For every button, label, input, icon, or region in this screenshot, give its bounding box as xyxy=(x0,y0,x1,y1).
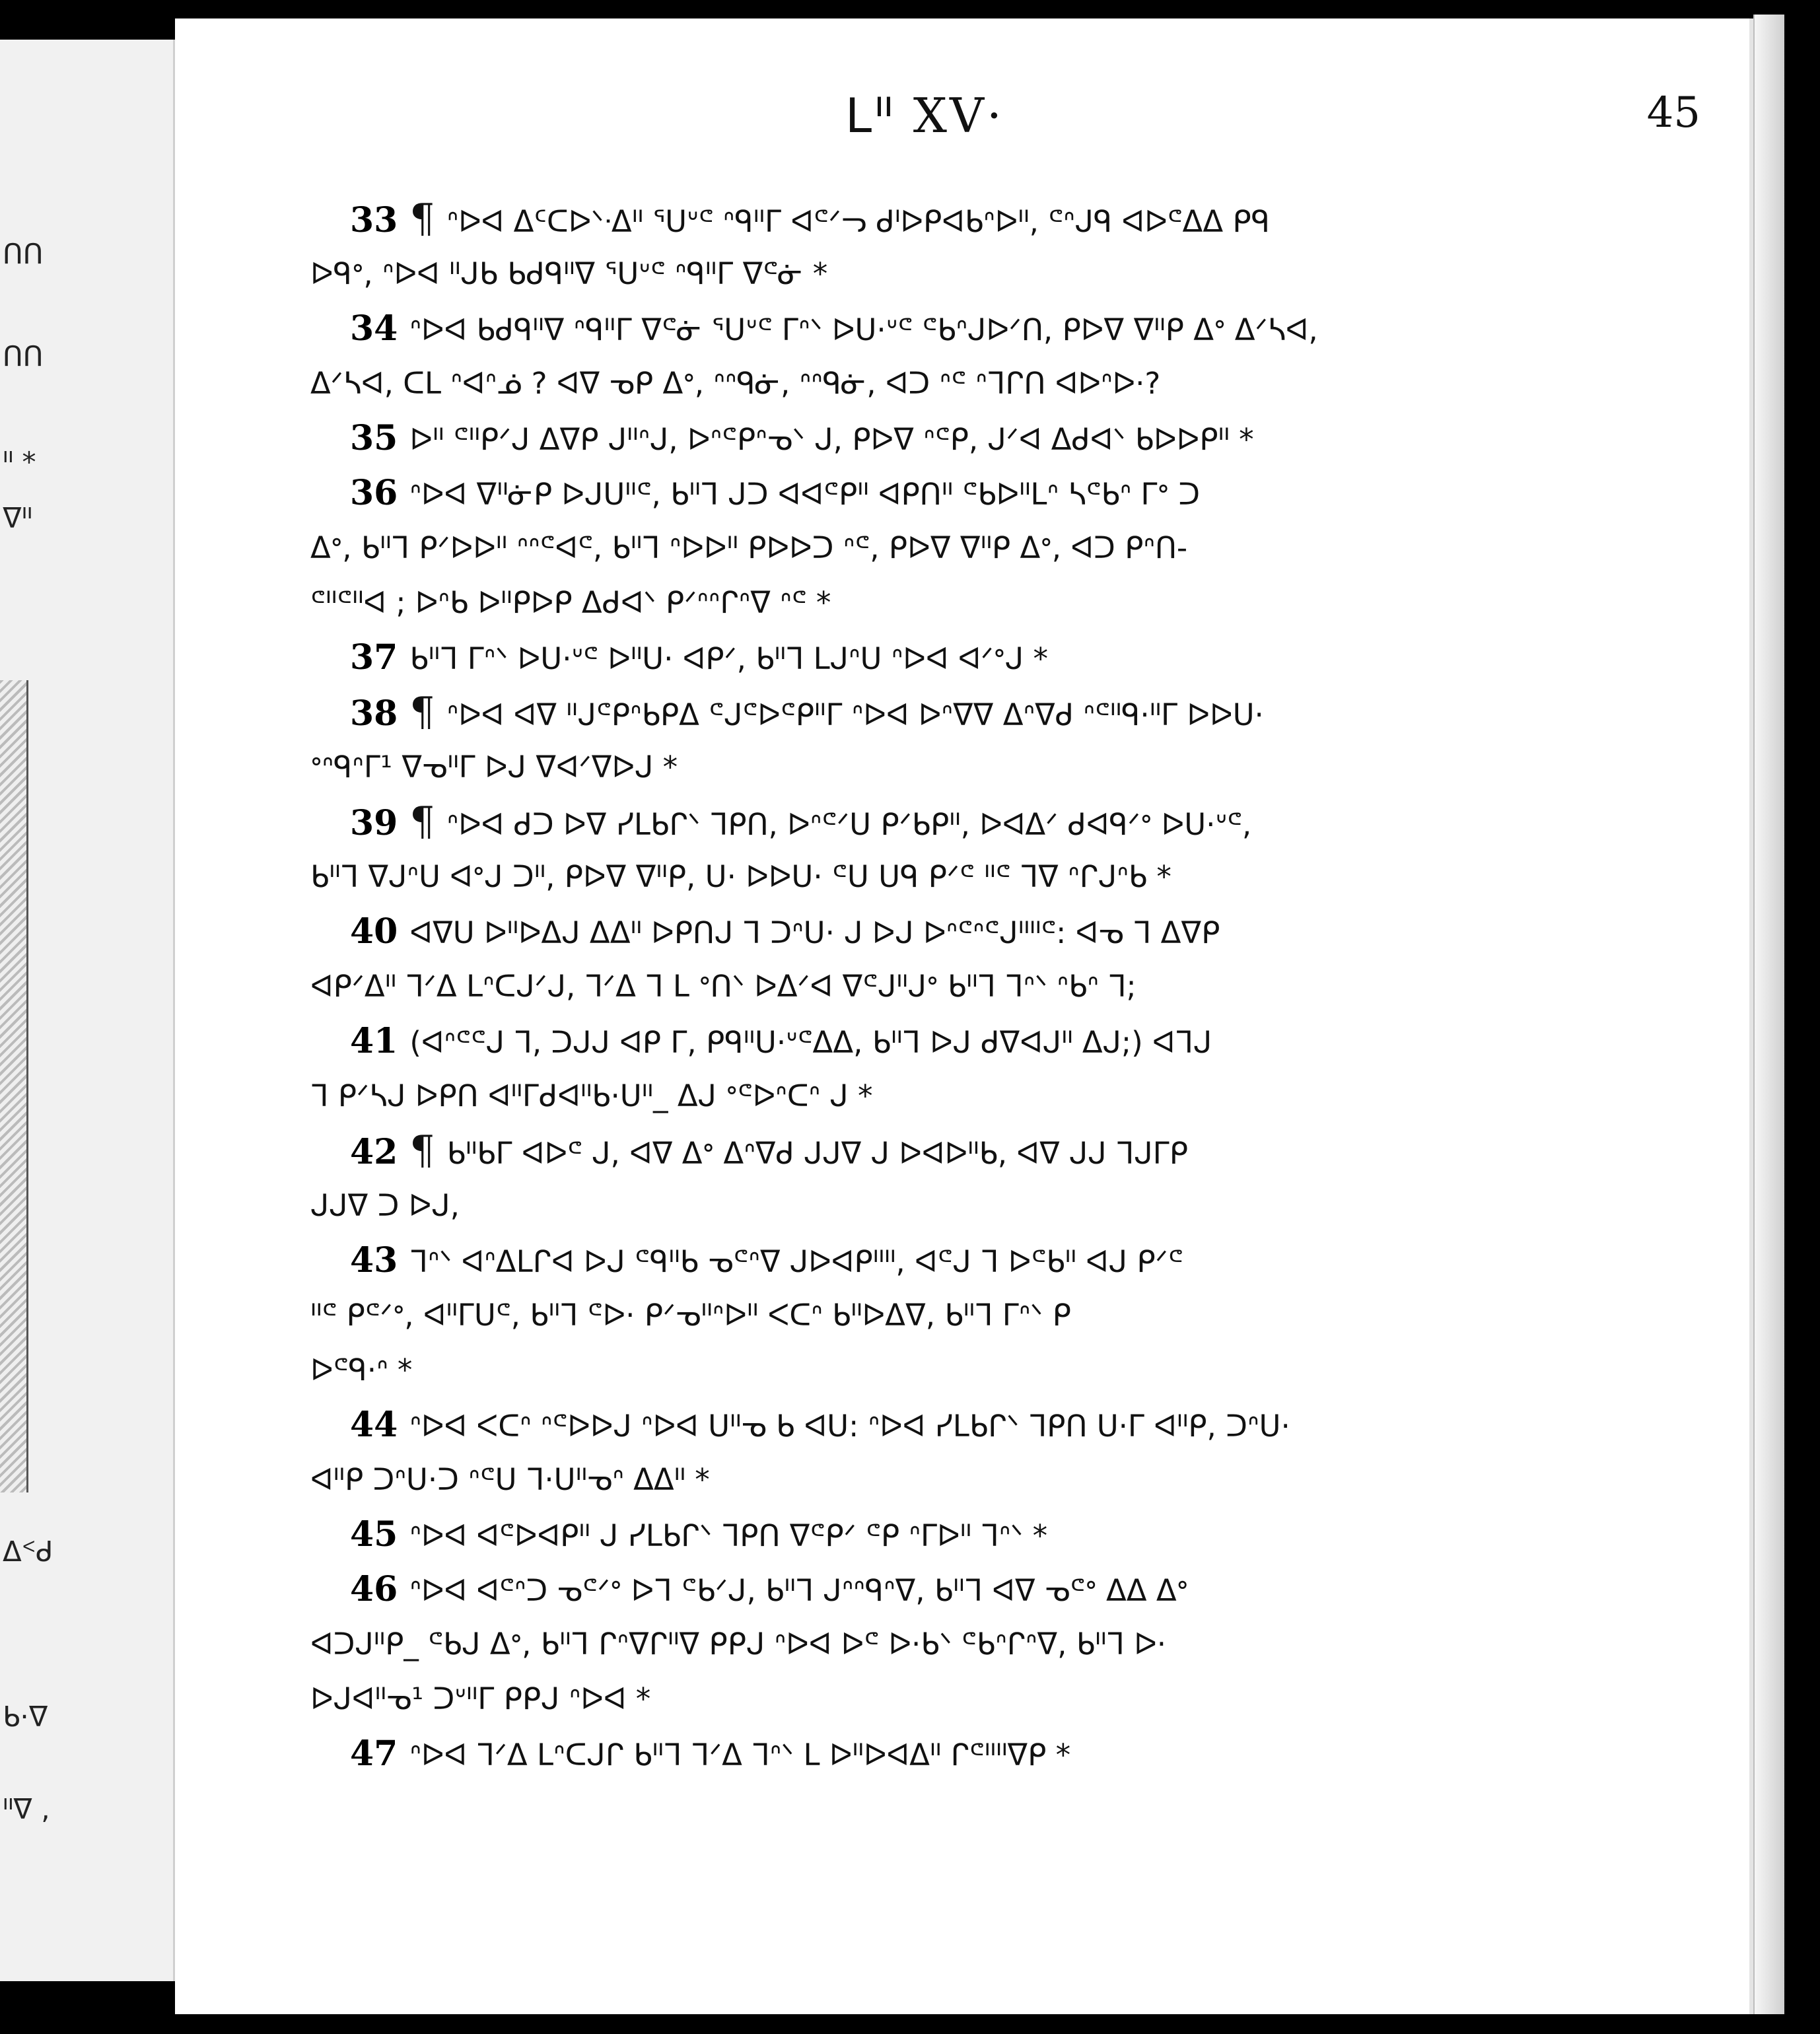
verse-list xyxy=(310,192,1710,1781)
verse-line: (ᐊᐢᕪᕪᒍ ᒣ, ᑐᒍᒍ ᐊᑭ ᒥ, ᑭᑫᐦᑌ·ᐡᕪᐃᐃ, ᑲᐦᒣ ᐅᒍ ᑯᐁᐊᒍᐦ ᐃᒍ;) ᐊᒣᒍ xyxy=(409,1025,1212,1060)
verse-47 xyxy=(310,1726,1710,1781)
verse-line: ᐅᑫᐤ, ᐢᐅᐊ ᐦᒍᑲ ᑲᑯᑫᐦᐁ ᕐᑌᐡᕪ ᐢᑫᐦᒥ ᐁᕪᓃ * xyxy=(310,256,828,291)
verse-number: 45 xyxy=(350,1514,398,1555)
verse-37 xyxy=(310,630,1710,685)
verse-line: ᐤᐢᑫᐢᒥ¹ ᐁᓀᐦᒥ ᐅᒍ ᐁᐊᐟᐁᐅᒍ * xyxy=(310,750,678,785)
verse-line: ᐃᐟᓴᐊ, ᑕᒪ ᐢᐊᐢᓅ ? ᐊᐁ ᓀᑭ ᐃᐤ, ᐢᐢᑫᓃ, ᐢᐢᑫᓃ, ᐊᑐ ᐢᕪ ᐢᒣᒋᑎ ᐊᐅᐢᐅ·? xyxy=(310,366,1161,401)
verse-45 xyxy=(310,1507,1710,1562)
left-page-fragment: ᐃᑉᑯ xyxy=(3,1535,53,1568)
left-page-fragment: ᑎᑎ xyxy=(3,238,44,270)
verse-41 xyxy=(310,1014,1710,1123)
left-page-fragment: ᐦᐁ , xyxy=(3,1793,50,1825)
verse-number: 34 xyxy=(350,308,398,349)
verse-43 xyxy=(310,1233,1710,1397)
verse-line: ᐢᐅᐊ ᐊᕪᐢᑐ ᓀᕪᐟᐤ ᐅᒣ ᕪᑲᐟᒍ, ᑲᐦᒣ ᒍᐢᐢᑫᐢᐁ, ᑲᐦᒣ ᐊᐁ ᓀᕪᐤ ᐃᐃ ᐃᐤ xyxy=(409,1573,1189,1608)
verse-line: ᑲᐦᑲᒥ ᐊᐅᕪ ᒍ, ᐊᐁ ᐃᐤ ᐃᐢᐁᑯ ᒍᒍᐁ ᒍ ᐅᐊᐅᐦᑲ, ᐊᐁ ᒍᒍ ᒣᒍᒥᑭ xyxy=(446,1136,1188,1171)
verse-line: ᐦᕪ ᑭᕪᐟᐤ, ᐊᐦᒥᑌᕪ, ᑲᐦᒣ ᕪᐅ· ᑭᐟᓀᐦᐢᐅᐦ ᐸᑕᐢ ᑲᐦᐅᐃᐁ, ᑲᐦᒣ ᒥᐢᐠ ᑭ xyxy=(310,1298,1071,1333)
verse-line: ᐢᐅᐊ ᑲᑯᑫᐦᐁ ᐢᑫᐦᒥ ᐁᕪᓃ ᕐᑌᐡᕪ ᒥᐢᐠ ᐅᑌ·ᐡᕪ ᕪᑲᐢᒍᐅᐟᑎ, ᑭᐅᐁ ᐁᐦᑭ ᐃᐤ ᐃᐟᓴᐊ, xyxy=(409,312,1318,347)
verse-33 xyxy=(310,192,1710,301)
verse-line: ᒣᐢᐠ ᐊᐢᐃᒪᒋᐊ ᐅᒍ ᕪᑫᐦᑲ ᓀᕪᐢᐁ ᒍᐅᐊᑭᐦᐦ, ᐊᕪᒍ ᒣ ᐅᕪᑲᐦ ᐊᒍ ᑭᐟᕪ xyxy=(409,1244,1183,1279)
paragraph-mark: ¶ xyxy=(409,1127,435,1174)
verse-line: ᐊᐦᑭ ᑐᐢᑌ·ᑐ ᐢᕪᑌ ᒣ·ᑌᐦᓀᐢ ᐃᐃᐦ * xyxy=(310,1462,710,1497)
verse-line: ᐅᐦ ᕪᐦᑭᐟᒍ ᐃᐁᑭ ᒍᐦᐢᒍ, ᐅᐢᕪᑭᐢᓀᐠ ᒍ, ᑭᐅᐁ ᐢᕪᑭ, ᒍᐟᐊ ᐃᑯᐊᐠ ᑲᐅᐅᑭᐦ * xyxy=(409,422,1254,457)
verse-number: 35 xyxy=(350,418,398,458)
verse-number: 40 xyxy=(350,911,398,952)
verse-line: ᐢᐅᐊ ᑯᑐ ᐅᐁ ᓯᒪᑲᒋᐠ ᒣᑭᑎ, ᐅᐢᕪᐟᑌ ᑭᐟᑲᑭᐦ, ᐅᐊᐃᐟ ᑯᐊᑫᐟᐤ ᐅᑌ·ᐡᕪ, xyxy=(446,807,1252,842)
left-facing-page xyxy=(0,40,177,1981)
verse-number: 38 xyxy=(350,693,398,734)
left-page-fragment: ᑎᑎ xyxy=(3,340,44,372)
left-page-fragment: ᑲ·ᐁ xyxy=(3,1701,48,1733)
verse-number: 43 xyxy=(350,1240,398,1280)
verse-line: ᐢᐅᐊ ᐁᐦᓃᑭ ᐅᒍᑌᐦᕪ, ᑲᐦᒣ ᒍᑐ ᐊᐊᕪᑭᐦ ᐊᑭᑎᐦ ᕪᑲᐅᐦᒪᐢ ᓴᕪᑲᐢ ᒥᐤ ᑐ xyxy=(409,477,1201,512)
left-page-illustration xyxy=(0,680,28,1492)
verse-42 xyxy=(310,1123,1710,1233)
verse-number: 33 xyxy=(350,200,398,240)
paragraph-mark: ¶ xyxy=(409,689,435,735)
verse-44 xyxy=(310,1397,1710,1507)
page-number: 45 xyxy=(1646,88,1700,137)
verse-line: ᐅᕪᑫ·ᐢ * xyxy=(310,1352,413,1387)
verse-39 xyxy=(310,794,1710,904)
right-page xyxy=(175,18,1753,2014)
left-page-fragment: ᐦ * xyxy=(3,446,36,478)
verse-34 xyxy=(310,301,1710,411)
verse-number: 46 xyxy=(350,1569,398,1609)
verse-line: ᐅᒍᐊᐦᓀ¹ ᑐᐡᐦᒥ ᑭᑭᒍ ᐢᐅᐊ * xyxy=(310,1681,651,1716)
verse-35 xyxy=(310,411,1710,466)
left-page-fragment: ᐁᐦ xyxy=(3,502,32,534)
verse-line: ᒣ ᑭᐟᓴᒍ ᐅᑭᑎ ᐊᐦᒥᑯᐊᐦᑲ·ᑌᐦ_ ᐃᒍ ᐤᕪᐅᐢᑕᐢ ᒍ * xyxy=(310,1078,873,1113)
running-header: ᒪᐦ XV· xyxy=(845,88,1004,143)
verse-line: ᐢᐅᐊ ᒣᐟᐃ ᒪᐢᑕᒍᒋ ᑲᐦᒣ ᒣᐟᐃ ᒣᐢᐠ ᒪ ᐅᐦᐅᐊᐃᐦ ᒋᕪᐦᐦᐁᑭ * xyxy=(409,1737,1071,1772)
verse-line: ᐢᐅᐊ ᐸᑕᐢ ᐢᕪᐅᐅᒍ ᐢᐅᐊ ᑌᐦᓀ ᑲ ᐊᑌ: ᐢᐅᐊ ᓯᒪᑲᒋᐠ ᒣᑭᑎ ᑌ·ᒥ ᐊᐦᑭ, ᑐᐢᑌ· xyxy=(409,1409,1290,1444)
verse-number: 44 xyxy=(350,1405,398,1445)
verse-line: ᒍᒍᐁ ᑐ ᐅᒍ, xyxy=(310,1188,460,1223)
verse-40 xyxy=(310,904,1710,1014)
verse-line: ᑲᐦᒣ ᐁᒍᐢᑌ ᐊᐤᒍ ᑐᐦ, ᑭᐅᐁ ᐁᐦᑭ, ᑌ· ᐅᐅᑌ· ᕪᑌ ᑌᑫ ᑭᐟᕪ ᐦᕪ ᒣᐁ ᐢᒋᒍᐢᑲ * xyxy=(310,859,1172,894)
verse-line: ᐢᐅᐊ ᐊᕪᐅᐊᑭᐦ ᒍ ᓯᒪᑲᒋᐠ ᒣᑭᑎ ᐁᕪᑭᐟ ᕪᑭ ᐢᒥᐅᐦ ᒣᐢᐠ * xyxy=(409,1518,1048,1553)
verse-line: ᐊᑐᒍᐦᑭ_ ᕪᑲᒍ ᐃᐤ, ᑲᐦᒣ ᒋᐢᐁᒋᐦᐁ ᑭᑭᒍ ᐢᐅᐊ ᐅᕪ ᐅ·ᑲᐠ ᕪᑲᐢᒋᐢᐁ, ᑲᐦᒣ ᐅ· xyxy=(310,1627,1167,1662)
verse-line: ᐃᐤ, ᑲᐦᒣ ᑭᐟᐅᐅᐦ ᐢᐢᕪᐊᕪ, ᑲᐦᒣ ᐢᐅᐅᐦ ᑭᐅᐅᑐ ᐢᕪ, ᑭᐅᐁ ᐁᐦᑭ ᐃᐤ, ᐊᑐ ᑭᐢᑎ- xyxy=(310,530,1188,565)
verse-number: 41 xyxy=(350,1021,398,1061)
page-edge xyxy=(1753,15,1784,2014)
verse-line: ᑲᐦᒣ ᒥᐢᐠ ᐅᑌ·ᐡᕪ ᐅᐦᑌ· ᐊᑭᐟ, ᑲᐦᒣ ᒪᒍᐢᑌ ᐢᐅᐊ ᐊᐟᐤᒍ * xyxy=(409,641,1048,676)
verse-number: 42 xyxy=(350,1132,398,1172)
verse-46 xyxy=(310,1562,1710,1726)
paragraph-mark: ¶ xyxy=(409,195,435,242)
verse-number: 47 xyxy=(350,1734,398,1774)
verse-number: 36 xyxy=(350,473,398,513)
verse-line: ᕪᐦᕪᐦᐊ ; ᐅᐢᑲ ᐅᐦᑭᐅᑭ ᐃᑯᐊᐠ ᑭᐟᐢᐢᒋᐢᐁ ᐢᕪ * xyxy=(310,585,831,620)
paragraph-mark: ¶ xyxy=(409,798,435,845)
verse-38 xyxy=(310,685,1710,794)
verse-36 xyxy=(310,466,1710,630)
verse-line: ᐢᐅᐊ ᐃᑦᑕᐅᐠᐧᐃᐦ ᕐᑌᐡᕪ ᐢᑫᐦᒥ ᐊᕪᐟᓓ ᑯᑊᐅᑭᐊᑲᐢᐅᐦ, ᕪᐢᒍᑫ ᐊᐅᕪᐃᐃ ᑭᑫ xyxy=(446,204,1270,239)
verse-line: ᐊᑭᐟᐃᐦ ᒣᐟᐃ ᒪᐢᑕᒍᐟᒍ, ᒣᐟᐃ ᒣ ᒪ ᐤᑎᐠ ᐅᐃᐟᐊ ᐁᕪᒍᐦᒍᐤ ᑲᐦᒣ ᒣᐢᐠ ᐢᑲᐢ ᒣ; xyxy=(310,969,1137,1004)
verse-number: 39 xyxy=(350,803,398,843)
verse-number: 37 xyxy=(350,637,398,678)
verse-line: ᐢᐅᐊ ᐊᐁ ᐦᒍᕪᑭᐢᑲᑭᐃ ᕪᒍᕪᐅᕪᑭᐦᒥ ᐢᐅᐊ ᐅᐢᐁᐁ ᐃᐢᐁᑯ ᐢᕪᐦᑫ·ᐦᒥ ᐅᐅᑌ· xyxy=(446,697,1264,732)
verse-line: ᐊᐁᑌ ᐅᐦᐅᐃᒍ ᐃᐃᐦ ᐅᑭᑎᒍ ᒣ ᑐᐢᑌ· ᒍ ᐅᒍ ᐅᐢᕪᐢᕪᒍᐦᐦᕪ: ᐊᓀ ᒣ ᐃᐁᑭ xyxy=(409,915,1220,950)
